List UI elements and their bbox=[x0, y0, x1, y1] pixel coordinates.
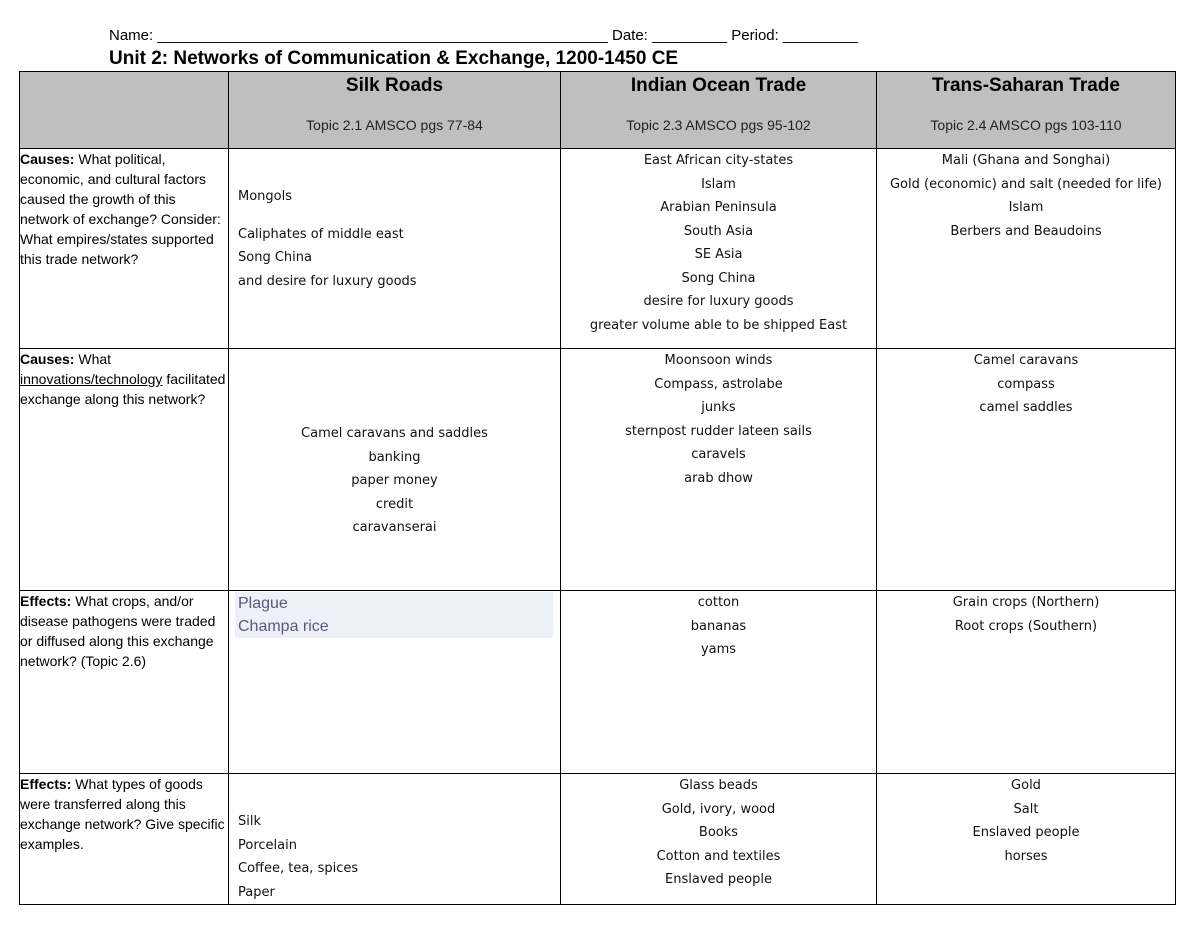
question-label: Causes: bbox=[20, 151, 75, 167]
silk-roads-cell[interactable] bbox=[229, 149, 561, 349]
indian-ocean-cell[interactable] bbox=[561, 591, 877, 774]
table-row bbox=[20, 349, 1176, 591]
list-item: Champa rice bbox=[238, 618, 329, 635]
question-cell bbox=[20, 349, 229, 591]
list-item: Gold (economic) and salt (needed for life) bbox=[889, 176, 1162, 192]
list-item: banking bbox=[368, 449, 421, 465]
highlighted-entry[interactable] bbox=[235, 592, 553, 638]
column-title: Trans-Saharan Trade bbox=[932, 75, 1120, 96]
list-item: Books bbox=[698, 825, 739, 840]
list-item: paper money bbox=[351, 473, 438, 488]
list-item: South Asia bbox=[683, 223, 754, 239]
list-item: Paper bbox=[238, 884, 275, 900]
list-item: sternpost rudder lateen sails bbox=[625, 423, 812, 439]
column-topic: Topic 2.3 AMSCO pgs 95-102 bbox=[626, 117, 811, 133]
list-item: credit bbox=[375, 496, 414, 512]
student-info-line: Name: ______________________________________________________ Date: _________ Period: _________ bbox=[109, 27, 859, 44]
list-item: Mongols bbox=[238, 189, 292, 204]
list-item: Islam bbox=[1008, 200, 1044, 215]
list-item: compass bbox=[997, 376, 1055, 392]
table-row bbox=[20, 774, 1176, 905]
column-header-indian-ocean bbox=[561, 72, 877, 149]
list-item: Gold bbox=[1011, 778, 1041, 793]
column-header-silk-roads bbox=[229, 72, 561, 149]
question-cell bbox=[20, 774, 229, 905]
trans-saharan-cell[interactable] bbox=[877, 349, 1176, 591]
table-header-row bbox=[20, 72, 1176, 149]
list-item: cotton bbox=[697, 595, 740, 610]
question-cell bbox=[20, 149, 229, 349]
list-item: Coffee, tea, spices bbox=[238, 861, 359, 876]
list-item: Arabian Peninsula bbox=[660, 200, 777, 215]
question-text: facilitated exchange along this network? bbox=[20, 371, 226, 407]
list-item: Glass beads bbox=[679, 778, 758, 793]
indian-ocean-cell[interactable] bbox=[561, 349, 877, 591]
list-item: yams bbox=[700, 642, 737, 657]
list-item: arab dhow bbox=[684, 470, 753, 486]
list-item: and desire for luxury goods bbox=[238, 273, 417, 289]
list-item: Mali (Ghana and Songhai) bbox=[941, 153, 1111, 168]
list-item: Camel caravans and saddles bbox=[301, 426, 488, 441]
silk-roads-cell[interactable] bbox=[229, 591, 561, 774]
list-item: East African city-states bbox=[643, 153, 794, 168]
column-header-trans-saharan bbox=[877, 72, 1176, 149]
list-item: desire for luxury goods bbox=[643, 294, 794, 309]
list-item: Enslaved people bbox=[665, 872, 772, 887]
table-row bbox=[20, 591, 1176, 774]
list-item: Plague bbox=[238, 595, 288, 612]
list-item: Caliphates of middle east bbox=[238, 226, 404, 242]
question-label: Effects: bbox=[20, 593, 72, 609]
list-item: greater volume able to be shipped East bbox=[589, 317, 848, 333]
question-text: What crops, and/or disease pathogens were traded or diffused along this exchange network? (Topic 2.6) bbox=[20, 593, 216, 669]
indian-ocean-cell[interactable] bbox=[561, 774, 877, 905]
list-item: Song China bbox=[238, 250, 312, 265]
trans-saharan-cell[interactable] bbox=[877, 774, 1176, 905]
list-item: Porcelain bbox=[238, 837, 297, 853]
silk-roads-cell[interactable] bbox=[229, 349, 561, 591]
list-item: junks bbox=[701, 400, 736, 415]
question-text: What bbox=[74, 351, 112, 367]
list-item: horses bbox=[1004, 848, 1048, 864]
list-item: caravels bbox=[691, 447, 746, 462]
column-title: Silk Roads bbox=[345, 75, 444, 96]
question-label: Causes: bbox=[20, 351, 75, 367]
list-item: Grain crops (Northern) bbox=[952, 595, 1100, 610]
question-emphasis: innovations/technology bbox=[20, 371, 163, 387]
list-item: caravanserai bbox=[352, 520, 437, 535]
list-item: Islam bbox=[701, 176, 736, 192]
trade-networks-table bbox=[19, 71, 1176, 905]
list-item: Cotton and textiles bbox=[656, 848, 781, 864]
indian-ocean-cell[interactable] bbox=[561, 149, 877, 349]
worksheet-title: Unit 2: Networks of Communication & Exchange, 1200-1450 CE bbox=[109, 48, 679, 69]
column-topic: Topic 2.4 AMSCO pgs 103-110 bbox=[930, 117, 1122, 133]
list-item: Gold, ivory, wood bbox=[661, 801, 776, 817]
question-text: What political, economic, and cultural factors caused the growth of this network of exchange? Consider: What empires/states supported this trade network? bbox=[20, 151, 221, 267]
list-item: Compass, astrolabe bbox=[654, 376, 783, 392]
list-item: Berbers and Beaudoins bbox=[950, 223, 1102, 239]
trans-saharan-cell[interactable] bbox=[877, 149, 1176, 349]
column-topic: Topic 2.1 AMSCO pgs 77-84 bbox=[306, 117, 483, 133]
list-item: bananas bbox=[690, 618, 747, 634]
question-cell bbox=[20, 591, 229, 774]
header-blank-cell bbox=[20, 72, 229, 149]
list-item: SE Asia bbox=[694, 247, 743, 262]
list-item: Salt bbox=[1013, 801, 1039, 817]
list-item: Silk bbox=[238, 814, 262, 829]
trans-saharan-cell[interactable] bbox=[877, 591, 1176, 774]
question-label: Effects: bbox=[20, 776, 72, 792]
silk-roads-cell[interactable] bbox=[229, 774, 561, 905]
question-text: What types of goods were transferred along this exchange network? Give specific examples. bbox=[20, 776, 225, 852]
list-item: Enslaved people bbox=[972, 825, 1080, 840]
list-item: camel saddles bbox=[979, 400, 1073, 415]
list-item: Root crops (Southern) bbox=[954, 618, 1098, 634]
list-item bbox=[238, 209, 560, 223]
list-item: Song China bbox=[681, 270, 756, 286]
list-item: Moonsoon winds bbox=[664, 353, 773, 368]
table-row bbox=[20, 149, 1176, 349]
list-item: Camel caravans bbox=[973, 353, 1079, 368]
column-title: Indian Ocean Trade bbox=[630, 75, 807, 96]
